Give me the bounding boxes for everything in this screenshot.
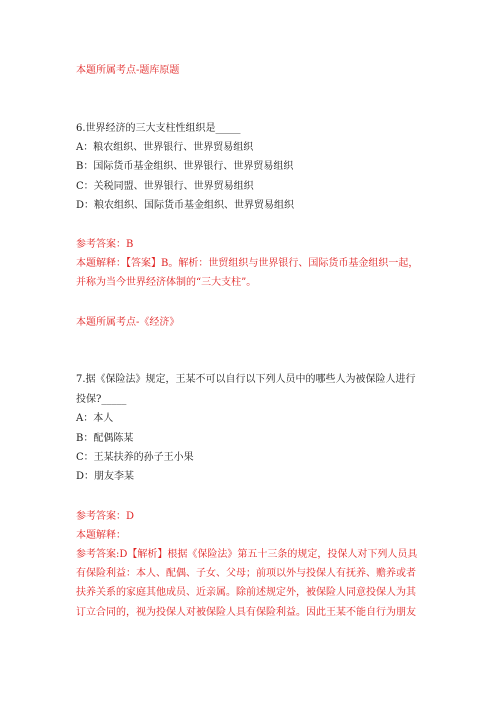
question-6-option-c: C：关税同盟、世界银行、世界贸易组织 <box>76 181 254 192</box>
question-7-option-b: B：配偶陈某 <box>76 433 134 444</box>
question-6-analysis-line-1: 本题解释：【答案】B。解析：世贸组织与世界银行、国际货币基金组织一起， <box>76 258 419 269</box>
question-7-option-d: D：朋友李某 <box>76 471 135 482</box>
question-7-option-c: C：王某扶养的孙子王小果 <box>76 452 194 463</box>
topic-line: 本题所属考点-题库原题 <box>76 65 180 76</box>
question-7-option-a: A：本人 <box>76 413 114 424</box>
question-7-answer: 参考答案：D <box>76 511 135 522</box>
question-6-option-a: A：粮农组织、世界银行、世界贸易组织 <box>76 142 254 153</box>
question-6-option-b: B：国际货币基金组织、世界银行、世界贸易组织 <box>76 161 294 172</box>
question-6-stem: 6.世界经济的三大支柱性组织是_____ <box>76 123 241 134</box>
question-7-analysis-label: 本题解释： <box>76 530 126 541</box>
question-7-analysis-line-1: 参考答案:D【解析】根据《保险法》第五十三条的规定，投保人对下列人员具 <box>76 549 418 560</box>
question-7-analysis-line-3: 扶养关系的家庭其他成员、近亲属。除前述规定外，被保险人同意投保人为其 <box>76 587 416 598</box>
question-6-option-d: D：粮农组织、国际货币基金组织、世界贸易组织 <box>76 200 295 211</box>
question-6-answer: 参考答案：B <box>76 239 134 250</box>
question-7-stem-line-2: 投保?_____ <box>76 394 127 405</box>
question-6-analysis-line-2: 并称为当今世界经济体制的“三大支柱”。 <box>76 277 257 288</box>
question-7-analysis-line-4: 订立合同的，视为投保人对被保险人具有保险利益。因此王某不能自行为朋友 <box>76 607 416 618</box>
question-7-analysis-line-2: 有保险利益：本人、配偶、子女、父母；前项以外与投保人有抚养、赡养或者 <box>76 568 416 579</box>
question-7-stem-line-1: 7.据《保险法》规定，王某不可以自行以下列人员中的哪些人为被保险人进行 <box>76 374 416 385</box>
question-6-topic-line: 本题所属考点-《经济》 <box>76 317 180 328</box>
